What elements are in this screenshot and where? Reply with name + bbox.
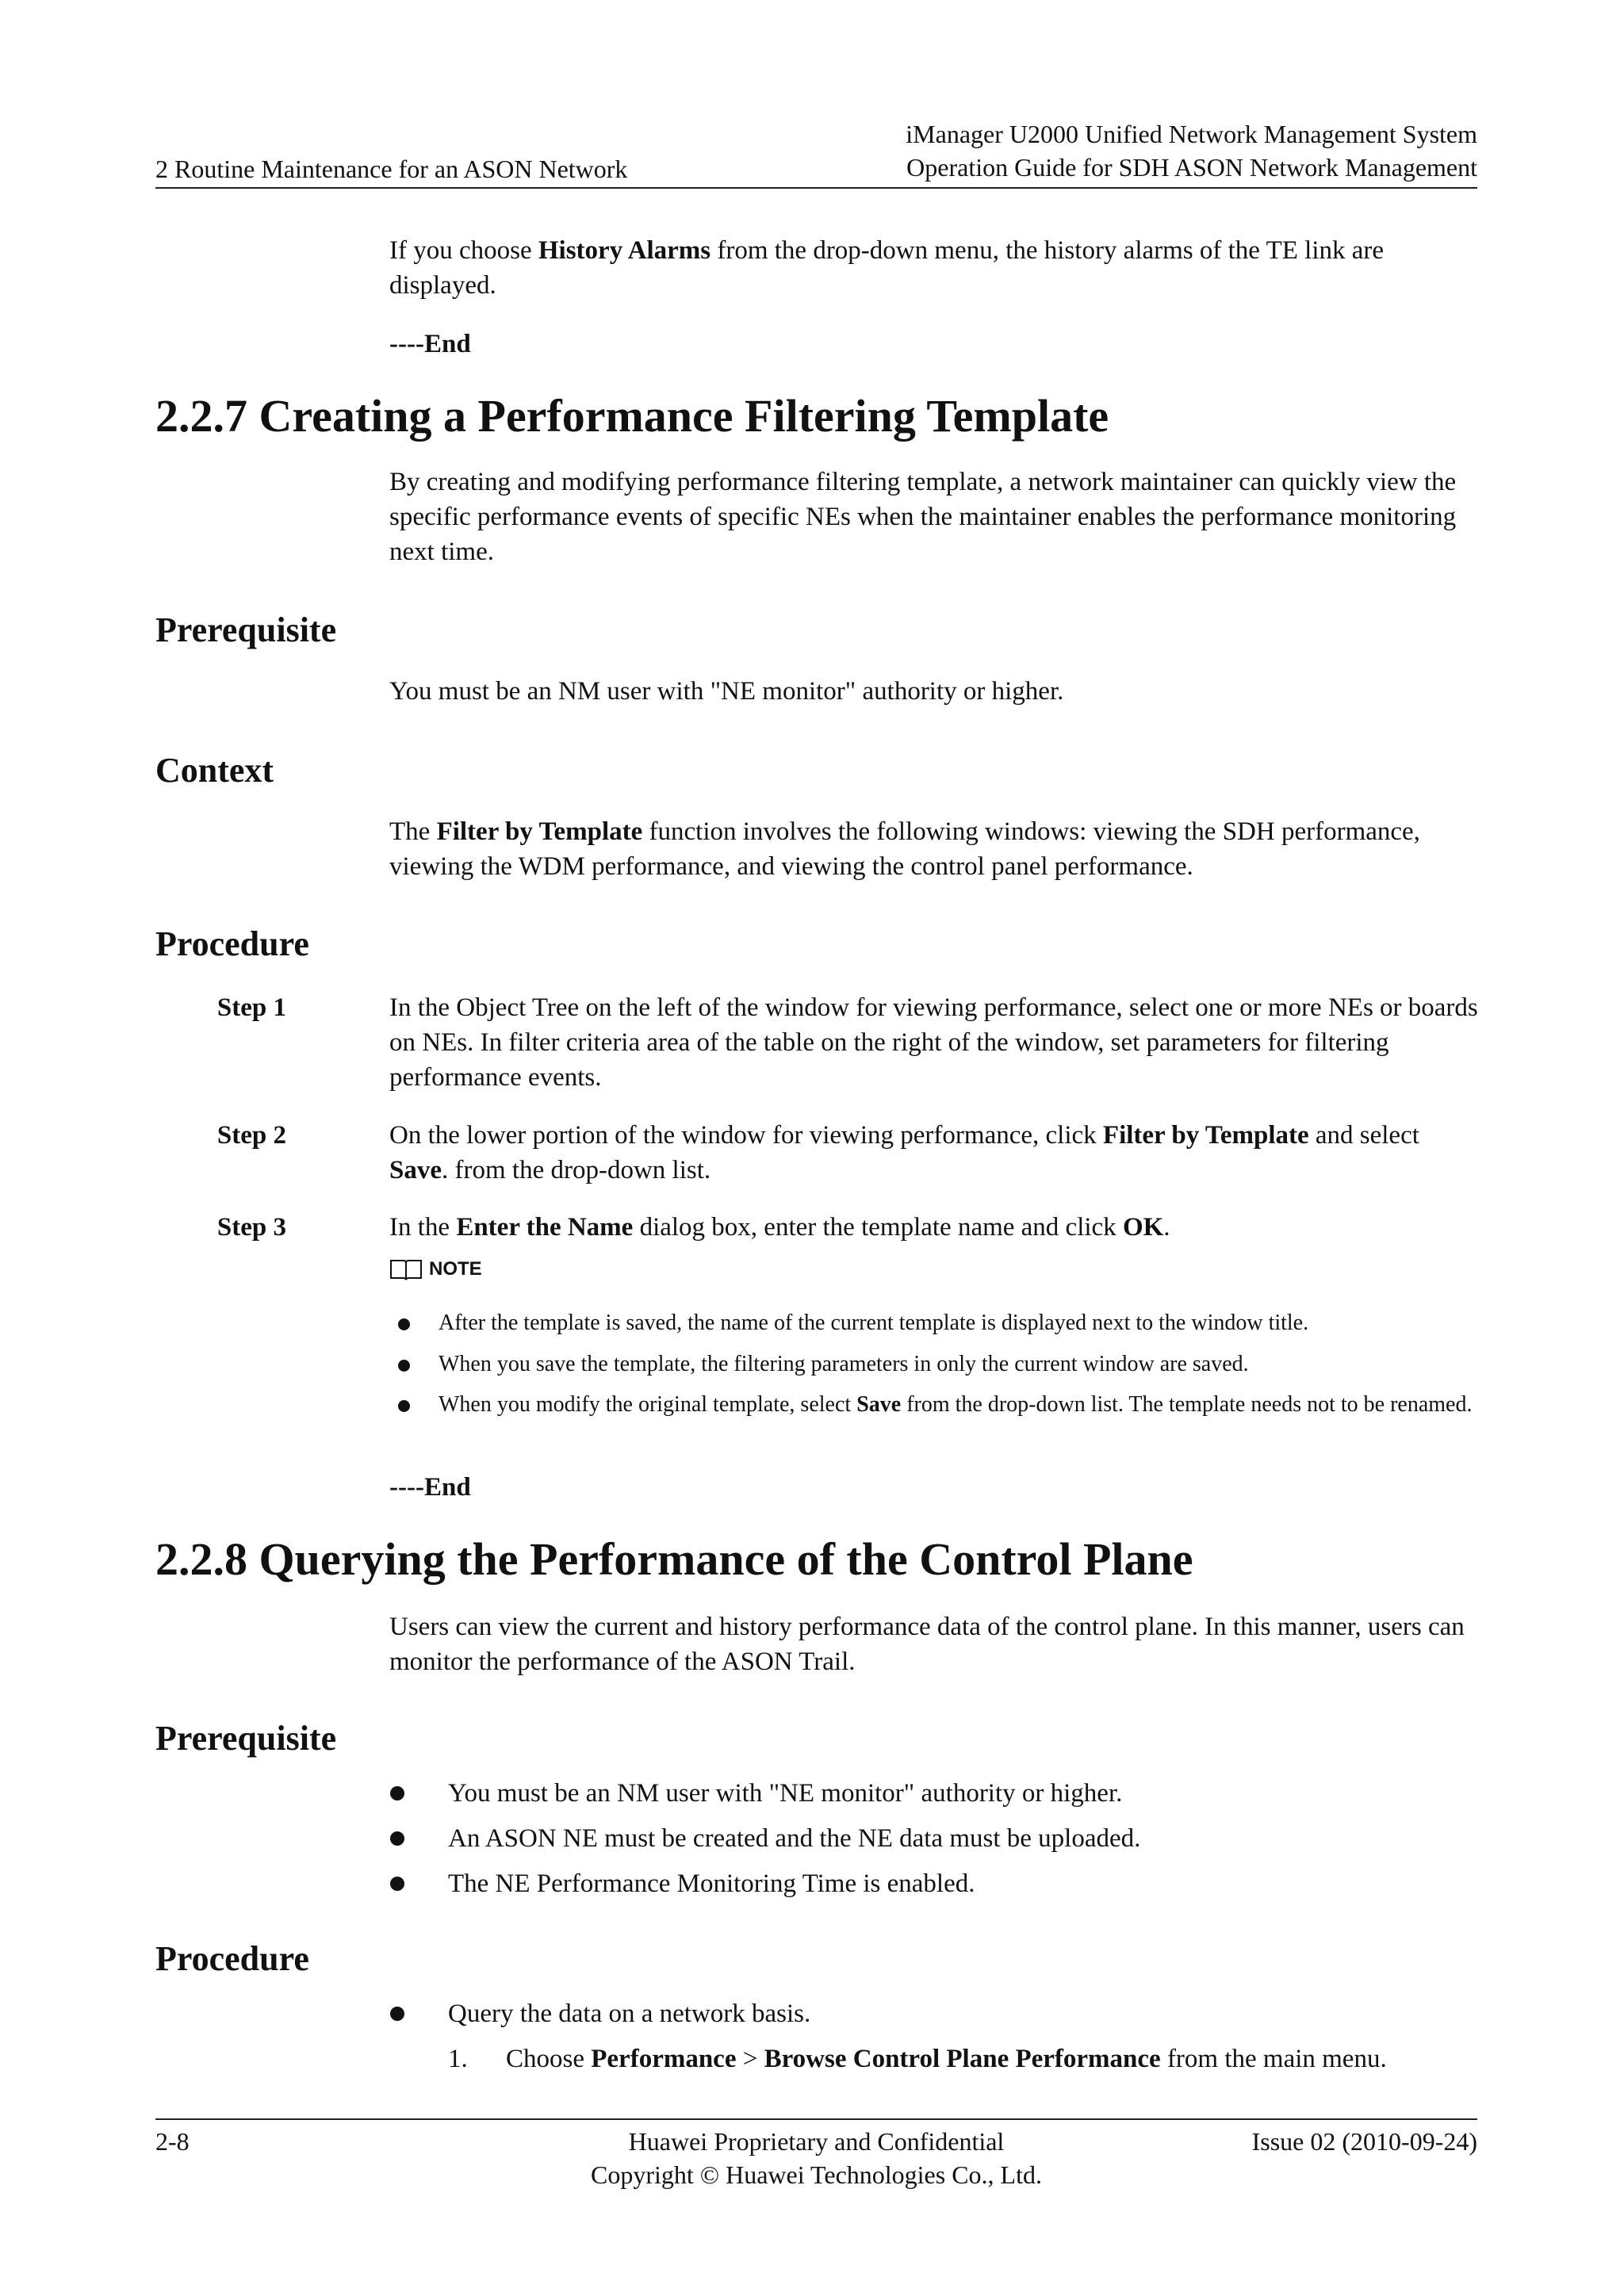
filter-by-template-term: Filter by Template <box>436 817 643 846</box>
issue-info: Issue 02 (2010-09-24) <box>1251 2127 1477 2156</box>
end-marker: ----End <box>389 330 471 358</box>
step-label: Step 1 <box>216 993 286 1022</box>
header-product <box>906 117 1477 184</box>
section-intro: Users can view the current and history performance data of the control plane. In this manner, users can monitor the performance of the ASON Trail. <box>389 1613 1465 1676</box>
step-label: Step 3 <box>216 1213 286 1242</box>
end-marker: ----End <box>389 1473 471 1502</box>
history-alarms-term: History Alarms <box>538 236 711 265</box>
note-item: After the template is saved, the name of the current template is displayed next to the window title. <box>439 1308 1479 1338</box>
step-text: In the Object Tree on the left of the window for viewing performance, select one or more NEs or boards on NEs. In filter criteria area of the table on the right of the window, set parameters for filtering performance events. <box>389 993 1478 1092</box>
step-3 <box>155 1210 1480 1245</box>
note-label: NOTE <box>389 1257 482 1281</box>
section-intro: By creating and modifying performance filtering template, a network maintainer can quickly view the specific performance events of specific NEs when the maintainer enables the performance monitoring next time. <box>389 468 1457 566</box>
substep-number: 1. <box>448 2045 468 2073</box>
intro-paragraph: If you choose History Alarms from the drop-down menu, the history alarms of the TE link are displayed. <box>389 236 1385 300</box>
book-icon <box>389 1257 423 1281</box>
step-text: In the Enter the Name dialog box, enter the template name and click OK. <box>389 1213 1170 1242</box>
procedure-item: Query the data on a network basis. <box>448 1996 1479 2031</box>
step-2 <box>155 1118 1480 1188</box>
step-label: Step 2 <box>216 1121 286 1150</box>
section-title: 2.2.7 Creating a Performance Filtering Template <box>155 390 1109 442</box>
header-product-line1: iManager U2000 Unified Network Management System <box>906 120 1477 148</box>
prerequisite-item: The NE Performance Monitoring Time is enabled. <box>448 1866 1479 1901</box>
context-text: The Filter by Template function involves the following windows: viewing the SDH performance, viewing the WDM performance, and viewing the control panel performance. <box>389 817 1420 881</box>
header-product-line2: Operation Guide for SDH ASON Network Management <box>906 153 1477 182</box>
header-chapter: 2 Routine Maintenance for an ASON Network <box>155 155 628 183</box>
substep-text: Choose Performance > Browse Control Plane Performance from the main menu. <box>506 2045 1387 2073</box>
prerequisite-text: You must be an NM user with "NE monitor" authority or higher. <box>389 677 1064 706</box>
step-1 <box>155 990 1480 1095</box>
procedure-heading: Procedure <box>155 924 309 963</box>
footer-copyright: Huawei Proprietary and Confidential Copyright © Huawei Technologies Co., Ltd. <box>591 2127 1042 2189</box>
prerequisite-item: An ASON NE must be created and the NE data must be uploaded. <box>448 1821 1479 1856</box>
section-title: 2.2.8 Querying the Performance of the Control Plane <box>155 1533 1193 1585</box>
page-number: 2-8 <box>155 2127 190 2156</box>
page-footer <box>155 2118 1477 2189</box>
procedure-heading: Procedure <box>155 1939 309 1978</box>
prerequisite-heading: Prerequisite <box>155 610 337 649</box>
prerequisite-heading: Prerequisite <box>155 1719 337 1758</box>
step-text: On the lower portion of the window for viewing performance, click Filter by Template and select Save. from the drop-down list. <box>389 1121 1419 1184</box>
page-header <box>155 119 1477 189</box>
prerequisite-item: You must be an NM user with "NE monitor" authority or higher. <box>448 1776 1479 1811</box>
context-heading: Context <box>155 751 274 790</box>
note-item: When you save the template, the filtering parameters in only the current window are saved. <box>439 1349 1479 1380</box>
note-item: When you modify the original template, select Save from the drop-down list. The template needs not to be renamed. <box>439 1390 1479 1420</box>
